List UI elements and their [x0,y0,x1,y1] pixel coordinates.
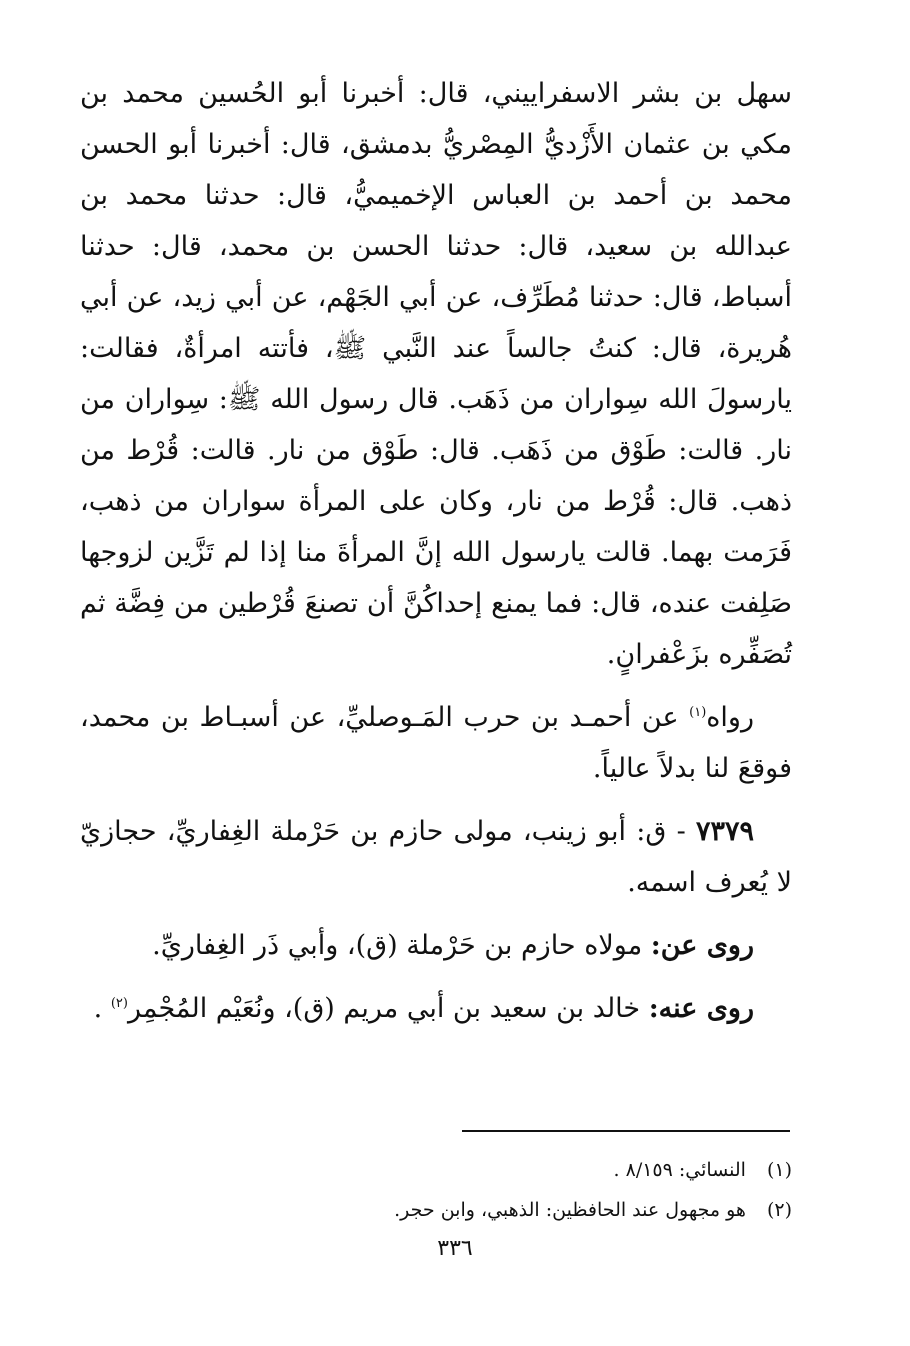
narration-text: عن أحمـد بن حرب المَـوصليِّ، عن أسبـاط بن محمد، فوقعَ لنا بدلاً عالياً. [80,702,792,784]
footnote-2-text: هو مجهول عند الحافظين: الذهبي، وابن حجر. [394,1199,746,1221]
narration-lead: رواه [706,702,754,733]
rawa-an-text: مولاه حازم بن حَرْملة (ق)، وأبي ذَر الغِفاريِّ. [152,930,651,961]
hadith-paragraph: سهل بن بشر الاسفراييني، قال: أخبرنا أبو الحُسين محمد بن مكي بن عثمان الأَزْديُّ المِصْريُّ بدمشق، قال: أخبرنا أبو الحسن محمد بن أحمد بن العباس الإخميميُّ، قال: حدثنا محمد بن عبدالله بن سعيد، قال: حدثنا الحسن بن محمد، قال: حدثنا أسباط، قال: حدثنا مُطَرِّف، عن أبي الجَهْم، عن أبي زيد، عن أبي هُريرة، قال: كنتُ جالساً عند النَّبي ﷺ، فأتته امرأةٌ، فقالت: يارسولَ الله سِواران من ذَهَب. قال رسول الله ﷺ: سِواران من نار. قالت: طَوْق من ذَهَب. قال: طَوْق من نار. قالت: قُرْط من ذهب. قال: قُرْط من نار، وكان على المرأة سواران من ذهب، فَرَمت بهما. قالت يارسول الله إنَّ المرأةَ منا إذا لم تَزَّين لزوجها صَلِفت عنده، قال: فما يمنع إحداكُنَّ أن تصنعَ قُرْطين من فِضَّة ثم تُصَفِّره بزَعْفرانٍ. [80,78,792,670]
page-body [80,68,792,1034]
footnote-divider [462,1130,790,1132]
footnote-ref-1: (١) [689,705,707,720]
footnote-1 [80,1150,792,1190]
rawa-an-label: روى عن: [650,930,754,961]
footnotes [80,1150,792,1230]
rawa-an-paragraph [80,920,792,971]
rawa-anhu-label: روى عنه: [648,993,754,1024]
rawa-anhu-end: . [93,993,111,1024]
entry-number: ٧٣٧٩ [695,816,754,847]
footnote-1-text: النسائي: ٨/١٥٩ . [613,1159,746,1181]
narration-paragraph [80,692,792,794]
footnote-2-mark: (٢) [766,1199,792,1221]
footnote-2 [80,1190,792,1230]
entry-heading-paragraph [80,806,792,908]
entry-text: - ق: أبو زينب، مولى حازم بن حَرْملة الغِفاريِّ، حجازيّ لا يُعرف اسمه. [80,816,792,898]
footnote-1-mark: (١) [766,1159,792,1181]
footnote-ref-2: (٢) [110,996,128,1011]
rawa-anhu-paragraph [80,983,792,1034]
page-number: ٣٣٦ [437,1236,473,1261]
rawa-anhu-text: خالد بن سعيد بن أبي مريم (ق)، ونُعَيْم المُجْمِر [127,993,649,1024]
